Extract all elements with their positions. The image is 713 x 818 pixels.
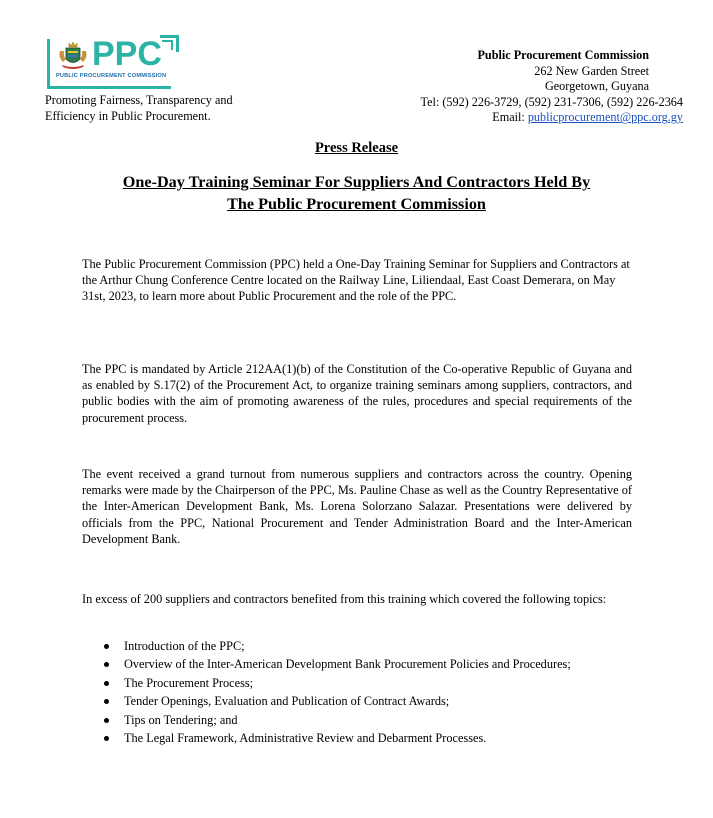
org-name: Public Procurement Commission xyxy=(477,48,649,62)
tagline-line-1: Promoting Fairness, Transparency and xyxy=(45,93,233,107)
ppc-logo xyxy=(44,35,264,87)
logo-subtitle: PUBLIC PROCUREMENT COMMISSION xyxy=(56,73,167,79)
bullet-icon xyxy=(104,736,109,741)
paragraph-intro: The Public Procurement Commission (PPC) held a One-Day Training Seminar for Suppliers and Contractors at the Arthur Chung Conference Centre located on the Railway Line, Liliendaal, East Coast Demerara, on May 31st, 2023, to learn more about Public Procurement and the role of the PPC. xyxy=(82,257,630,304)
list-item xyxy=(104,674,571,692)
topic-text: Tips on Tendering; and xyxy=(124,712,238,727)
street-address: 262 New Garden Street xyxy=(534,63,649,78)
bullet-icon xyxy=(104,699,109,704)
contact-block xyxy=(421,48,684,126)
paragraph-event: The event received a grand turnout from numerous suppliers and contractors across the country. Opening remarks were made by the Chairperson of the PPC, Ms. Pauline Chase as well as the Country Representative of the Inter-American Development Bank, Ms. Lorena Solorzano Salazar. Presentations were delivered by officials from the PPC, National Procurement and Tender Administration Board and the Inter-American Development Bank. xyxy=(82,467,632,546)
title-line-1: One-Day Training Seminar For Suppliers And Contractors Held By xyxy=(122,173,591,191)
email-link[interactable]: publicprocurement@ppc.org.gy xyxy=(527,110,683,125)
telephone: Tel: (592) 226-3729, (592) 231-7306, (592) 226-2364 xyxy=(420,94,683,109)
email-line xyxy=(421,110,684,126)
tagline xyxy=(45,92,275,124)
logo-frame-bottom xyxy=(47,86,171,89)
paragraph-mandate: The PPC is mandated by Article 212AA(1)(b) of the Constitution of the Co-operative Republic of Guyana and as enabled by S.17(2) of the Procurement Act, to organize training seminars among suppliers, contractors, and public bodies with the aim of promoting awareness of the rules, procedures and special requirements of the procurement process. xyxy=(82,362,632,425)
bullet-icon xyxy=(104,681,109,686)
topic-text: The Procurement Process; xyxy=(124,675,254,690)
topics-list xyxy=(104,637,571,747)
paragraph-topics-intro: In excess of 200 suppliers and contractors benefited from this training which covered the following topics: xyxy=(82,592,607,606)
press-release-heading: Press Release xyxy=(314,140,399,156)
list-item xyxy=(104,655,571,673)
bullet-icon xyxy=(104,718,109,723)
topic-text: Introduction of the PPC; xyxy=(124,639,245,653)
topic-text: Tender Openings, Evaluation and Publication of Contract Awards; xyxy=(124,694,450,709)
tagline-line-2: Efficiency in Public Procurement. xyxy=(45,109,211,123)
logo-corner-mark-inner xyxy=(162,40,173,50)
logo-frame xyxy=(47,39,50,89)
bullet-icon xyxy=(104,644,109,649)
city-address: Georgetown, Guyana xyxy=(544,79,649,94)
email-label: Email: xyxy=(492,110,528,125)
logo-wordmark: PPC xyxy=(92,35,162,73)
list-item xyxy=(104,692,571,710)
list-item xyxy=(104,729,571,747)
bullet-icon xyxy=(104,662,109,667)
title-line-2: The Public Procurement Commission xyxy=(227,195,486,213)
list-item xyxy=(104,711,571,729)
document-title xyxy=(60,171,653,215)
list-item xyxy=(104,637,571,655)
topic-text: Overview of the Inter-American Development Bank Procurement Policies and Procedures; xyxy=(124,657,571,672)
coat-of-arms-icon xyxy=(56,39,90,73)
topic-text: The Legal Framework, Administrative Review and Debarment Processes. xyxy=(124,731,487,746)
